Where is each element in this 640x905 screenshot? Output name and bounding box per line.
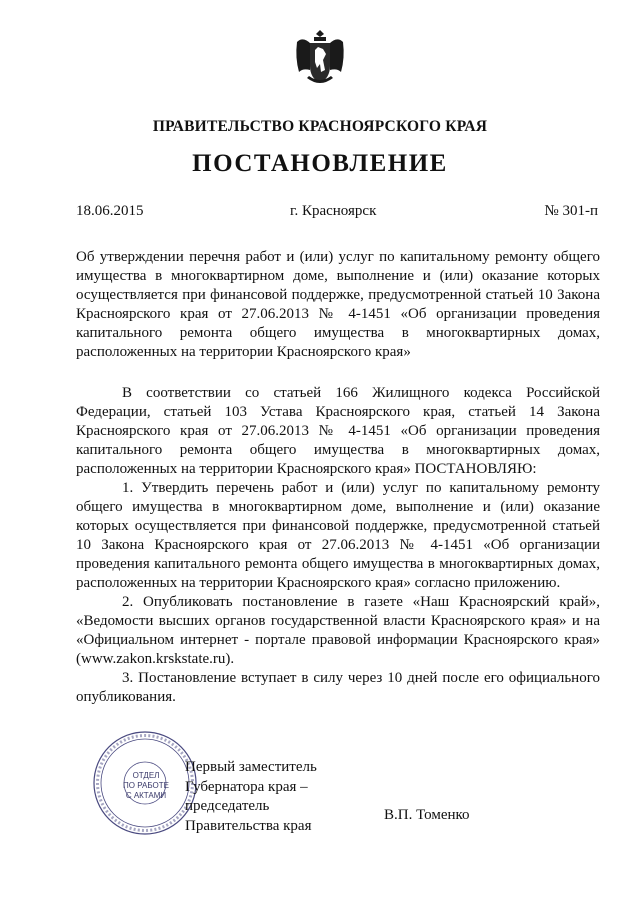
government-name: ПРАВИТЕЛЬСТВО КРАСНОЯРСКОГО КРАЯ (152, 118, 488, 135)
item-2-paragraph: 2. Опубликовать постановление в газете «Наш Красноярский край», «Ведомости высших органов государственной власти Красноярского края» и на «Официальном интернет - портале правовой информации Красноярского края» (www.zakon.krskstate.ru). (76, 594, 600, 667)
signer-title-line2: Губернатора края – (185, 778, 308, 795)
signer-title-line1: Первый заместитель (185, 759, 317, 775)
signer-title-line3: председатель (185, 798, 270, 814)
signature-block (185, 758, 317, 836)
document-subject (76, 248, 600, 362)
document-body (76, 384, 600, 707)
item-3-paragraph: 3. Постановление вступает в силу через 10 дней после его официального опубликования. (76, 670, 600, 705)
stamp-text-line1: ОТДЕЛ (132, 771, 160, 780)
preamble-paragraph: В соответствии со статьей 166 Жилищного кодекса Российской Федерации, статьей 103 Устава Красноярского края, статьей 14 Закона Красноярского края от 27.06.2013 № 4-1451 «Об организации проведения капитального ремонта общего имущества в многоквартирных домах, расположенных на территории Красноярского края» ПОСТАНОВЛЯЮ: (76, 385, 600, 477)
document-number: № 301-п (544, 203, 598, 219)
coat-of-arms-emblem (293, 28, 347, 88)
document-type: ПОСТАНОВЛЕНИЕ (192, 150, 448, 177)
signer-name: В.П. Томенко (384, 807, 470, 823)
document-city: г. Красноярск (290, 203, 377, 219)
signer-title-line4: Правительства края (185, 817, 312, 834)
subject-text: Об утверждении перечня работ и (или) услуг по капитальному ремонту общего имущества в многоквартирном доме, выполнение и (или) оказание которых осуществляется при финансовой поддержке, предусмотренной статьей 10 Закона Красноярского края от 27.06.2013 № 4-1451 «Об организации проведения капитального ремонта общего имущества в многоквартирных домах, расположенных на территории Красноярского края» (76, 249, 600, 360)
stamp-text-line3: С АКТАМИ (125, 791, 167, 800)
item-1-paragraph: 1. Утвердить перечень работ и (или) услуг по капитальному ремонту общего имущества в многоквартирном доме, выполнение и (или) оказание которых осуществляется при финансовой поддержке, предусмотренной статьей 10 Закона Красноярского края от 27.06.2013 № 4-1451 «Об организации проведения капитального ремонта общего имущества в многоквартирных домах, расположенных на территории Красноярского края» согласно приложению. (76, 480, 600, 591)
document-date: 18.06.2015 (76, 203, 144, 219)
stamp-text-line2: ПО РАБОТЕ (123, 781, 169, 790)
